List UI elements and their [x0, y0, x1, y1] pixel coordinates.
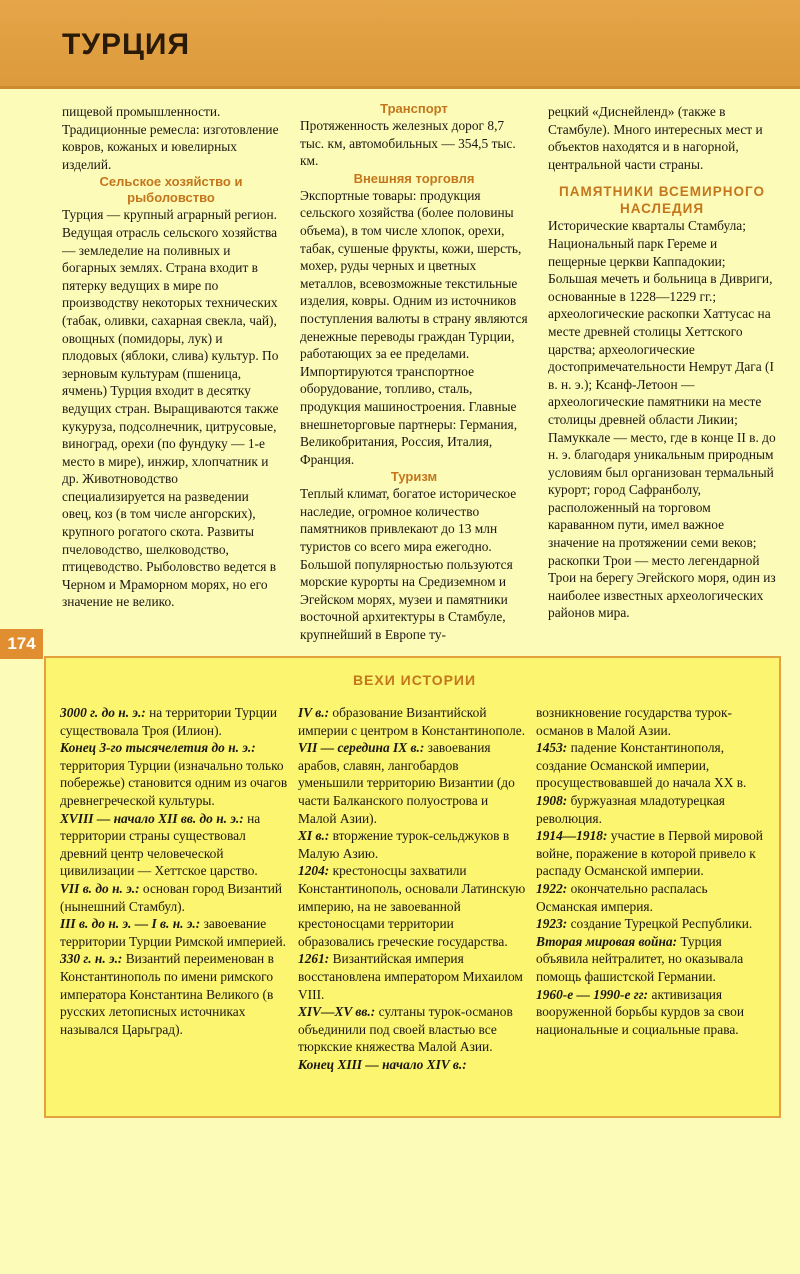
history-event-text: Византий переименован в Константинополь по имени римского императора Константина Великого (в русских летописных источниках назывался Царьград). — [60, 951, 274, 1037]
history-event-text: основан город Византий (нынешний Стамбул). — [60, 880, 283, 914]
history-column-3 — [536, 704, 768, 1038]
history-date: XI в.: — [298, 828, 330, 844]
history-event-text: завоевание территории Турции Римской империей. — [60, 916, 286, 949]
intro-text: пищевой промышленности. Традиционные ремесла: изготовление ковров, кожаных и ювелирных изделий. — [62, 104, 279, 172]
transport-heading: Транспорт — [380, 101, 448, 116]
history-event-text: Турция объявила нейтралитет, но оказывала помощь фашистской Германии. — [536, 933, 744, 984]
history-event-text: создание Турецкой Республики. — [570, 916, 753, 932]
column-1 — [62, 103, 280, 611]
trade-heading: Внешняя торговля — [353, 170, 475, 186]
history-date: 1914—1918: — [536, 828, 608, 844]
history-entry — [298, 739, 526, 827]
history-column-1 — [60, 704, 290, 1038]
history-date: 1908: — [536, 792, 568, 808]
history-date: Конец 3-го тысячелетия до н. э.: — [60, 740, 256, 756]
history-event-text: окончательно распалась Османская империя. — [536, 880, 708, 914]
history-date: Вторая мировая война: — [536, 933, 678, 949]
history-entry — [60, 915, 290, 950]
history-entry — [536, 739, 768, 792]
history-event-text: территория Турции (изначально только побережье) становится одним из очагов древнегреческой культуры. — [60, 757, 288, 808]
history-date: XVIII — начало XII вв. до н. э.: — [60, 810, 244, 826]
history-event-text: активизация вооруженной борьбы курдов за свои национальные и социальные права. — [536, 986, 745, 1037]
history-date: Конец XIII — начало XIV в.: — [298, 1056, 467, 1072]
history-entry — [60, 950, 290, 1038]
history-event-text: возникновение государства турок-османов в Малой Азии. — [536, 705, 732, 738]
history-entry — [298, 862, 526, 950]
history-entry — [536, 915, 768, 933]
history-event-text: на территории страны существовал древний центр человеческой цивилизации — Хеттское царство. — [60, 810, 261, 879]
history-box — [44, 656, 781, 1118]
history-date: 3000 г. до н. э.: — [60, 705, 146, 720]
history-entry — [60, 810, 290, 880]
history-event-text: завоевания арабов, славян, лангобардов уменьшили территорию Византии (до части Балканского полуострова и Малой Азии). — [298, 740, 515, 826]
history-event-text: буржуазная младотурецкая революция. — [536, 792, 725, 826]
history-event-text: крестоносцы захватили Константинополь, основали Латинскую империю, на не завоеванной крестоносцами территории образовались греческие государства. — [298, 863, 526, 949]
heritage-heading: ПАМЯТНИКИ ВСЕМИРНОГО НАСЛЕДИЯ — [559, 184, 765, 217]
history-event-text: участие в Первой мировой войне, поражение в которой привело к распаду Османской империи. — [536, 828, 763, 879]
agriculture-heading: Сельское хозяйство и рыболовство — [99, 174, 243, 206]
history-date: IV в.: — [298, 705, 330, 720]
history-date: VII в. до н. э.: — [60, 880, 140, 896]
history-entry — [298, 827, 526, 862]
history-date: VII — середина IX в.: — [298, 740, 425, 756]
history-event-text: Византийская империя восстановлена императором Михаилом VIII. — [298, 951, 523, 1002]
history-date: 1453: — [536, 740, 568, 756]
page-header — [0, 0, 800, 89]
history-date: 330 г. н. э.: — [60, 951, 123, 967]
history-event-text: образование Византийской империи с центром в Константинополе. — [298, 705, 526, 738]
history-date: 1922: — [536, 880, 568, 896]
tourism-continued-text: рецкий «Диснейленд» (также в Стамбуле). Много интересных мест и объектов находятся и в нагорной, центральной части страны. — [548, 104, 763, 172]
trade-text: Экспортные товары: продукция сельского хозяйства (более половины объема), в том числе хлопок, орехи, табак, сушеные фрукты, кожи, шерсть, мохер, руды черных и цветных металлов, всевозможные текстильные изделия, ковры. Одним из источников поступления валюты в страну являются денежные переводы граждан Турции, работающих за ее пределами. Импортируются транспортное оборудование, топливо, сталь, продукция машиностроения. Главные внешнеторговые партнеры: Германия, Великобритания, Россия, Италия, Франция. — [300, 187, 528, 467]
agriculture-text: Турция — крупный аграрный регион. Ведущая отрасль сельского хозяйства — земледелие на поливных и богарных землях. Страна входит в пятерку ведущих в мире по производству некоторых технических (табак, оливки, сахарная свекла, чай), овощных (помидоры, лук) и плодовых (яблоки, слива) культур. По зерновым культурам (пшеница, ячмень) Турция входит в десятку ведущих стран. Выращиваются также кукуруза, подсолнечник, цитрусовые, виноград, орехи (по фундуку — 1-е место в мире), инжир, хлопчатник и др. Животноводство специализируется на разведении овец, коз (в том числе ангорских), крупного рогатого скота. Развиты пчеловодство, шелководство, птицеводство. Рыболовство ведется в Черном и Мраморном морях, но его значение не велико. — [62, 207, 279, 610]
history-entry — [536, 792, 768, 827]
history-entry — [536, 827, 768, 880]
history-date: XIV—XV вв.: — [298, 1004, 376, 1020]
history-entry — [298, 1056, 526, 1074]
history-date: 1204: — [298, 863, 330, 879]
history-title: ВЕХИ ИСТОРИИ — [352, 672, 477, 688]
history-date: 1261: — [298, 951, 330, 967]
history-entry — [536, 986, 768, 1039]
history-entry — [298, 950, 526, 1003]
page-number: 174 — [0, 629, 43, 659]
history-entry — [60, 739, 290, 809]
transport-text: Протяженность железных дорог 8,7 тыс. км, автомобильных — 354,5 тыс. км. — [300, 118, 516, 169]
history-event-text: султаны турок-османов объединили под своей властью все тюркские княжества Малой Азии. — [298, 1004, 513, 1055]
history-event-text: вторжение турок-сельджуков в Малую Азию. — [298, 828, 510, 861]
heritage-text: Исторические кварталы Стамбула; Национальный парк Гереме и пещерные церкви Каппадокии; Большая мечеть и больница в Дивриги, основанные в 1228—1229 гг.; археологические раскопки Хаттусас на месте древней столицы Хеттского царства; археологические достопримечательности Немрут Дага (I в. н. э.); Ксанф-Летоон — археологические памятники на месте столицы древней области Ликии; Памуккале — место, где в конце II в. до н. э. благодаря уникальным природным условиям был организован термальный курорт; город Сафранболу, расположенный на торговом караванном пути, имел важное значение на протяжении семи веков; раскопки Трои — место легендарной Трои на берегу Эгейского моря, один из наиболее известных археологических районов мира. — [548, 218, 776, 621]
history-entry — [536, 704, 768, 739]
history-event-text: на территории Турции существовала Троя (Илион). — [60, 705, 278, 738]
column-2 — [300, 100, 528, 644]
history-entry — [60, 704, 290, 739]
history-event-text: падение Константинополя, создание Османской империи, просуществовавшей до начала XX в. — [536, 740, 747, 791]
history-date: 1960-е — 1990-е гг: — [536, 986, 649, 1002]
history-date: 1923: — [536, 916, 568, 932]
history-entry — [536, 933, 768, 986]
history-entry — [536, 880, 768, 915]
tourism-text: Теплый климат, богатое историческое наследие, огромное количество памятников привлекают до 13 млн туристов со всего мира ежегодно. Большой популярностью пользуются морские курорты на Средиземном и Эгейском морях, музеи и памятники восточной архитектуры в Стамбуле, крупнейший в Европе ту- — [300, 486, 517, 643]
tourism-heading: Туризм — [390, 469, 438, 485]
history-date: III в. до н. э. — I в. н. э.: — [60, 916, 201, 932]
column-3 — [548, 103, 776, 622]
page-title: ТУРЦИЯ — [62, 28, 191, 61]
history-column-2 — [298, 704, 526, 1073]
history-entry — [60, 880, 290, 915]
history-entry — [298, 1003, 526, 1056]
history-entry — [298, 704, 526, 739]
